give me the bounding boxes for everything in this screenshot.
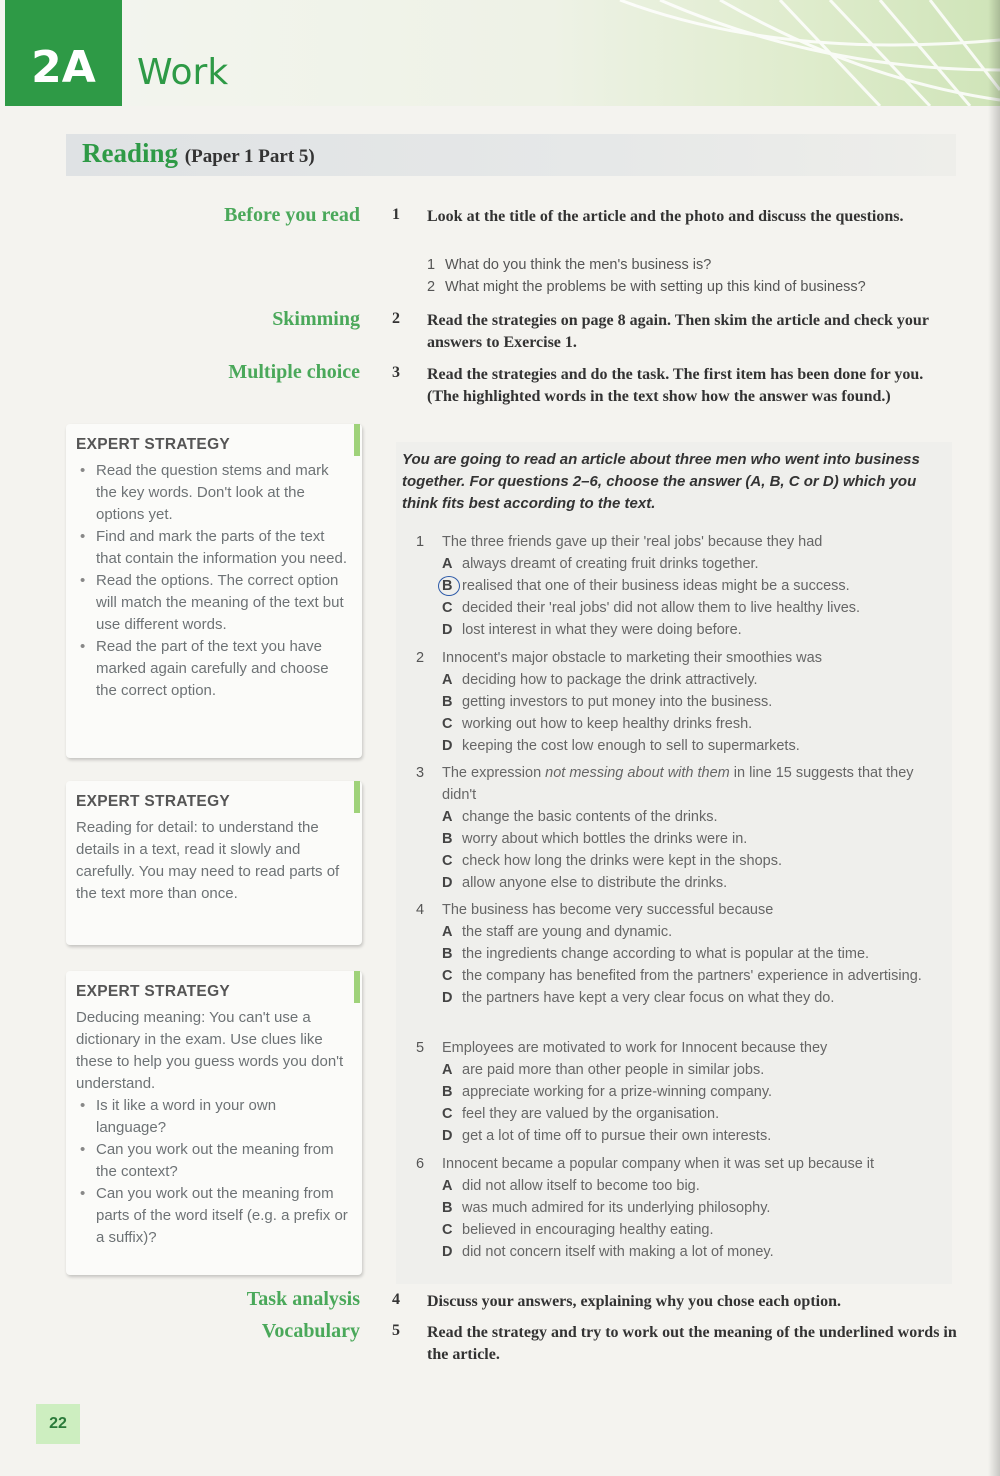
exercise-3-text: Read the strategies and do the task. The first item has been done for you. (The highlighted words in the text show how the answer was found.) — [427, 366, 924, 405]
option-letter: B — [442, 694, 453, 710]
expert-strategy-box-1 — [66, 424, 362, 758]
exercise-4-text: Discuss your answers, explaining why you chose each option. — [427, 1293, 841, 1310]
option-a[interactable] — [416, 669, 941, 691]
exercise-5-number: 5 — [392, 1322, 400, 1339]
option-text: are paid more than other people in similar jobs. — [462, 1062, 765, 1078]
option-letter: C — [442, 968, 453, 984]
question-1 — [416, 531, 941, 641]
option-text: allow anyone else to distribute the drinks. — [462, 875, 728, 891]
option-text: always dreamt of creating fruit drinks together. — [462, 556, 759, 572]
question-stem: Innocent became a popular company when it was set up because it — [442, 1156, 875, 1172]
strategy-title: EXPERT STRATEGY — [76, 793, 231, 810]
option-letter: A — [442, 924, 453, 940]
question-stem-expression: not messing about with them — [545, 765, 730, 781]
option-d[interactable] — [416, 1125, 941, 1147]
option-letter: D — [442, 990, 453, 1006]
strategy-text: Deducing meaning: You can't use a dictionary in the exam. Use clues like these to help you guess words you don't understand. — [76, 1009, 344, 1092]
question-number: 4 — [416, 902, 425, 918]
option-text: did not allow itself to become too big. — [462, 1178, 700, 1194]
option-text: keeping the cost low enough to sell to supermarkets. — [462, 738, 800, 754]
option-text: was much admired for its underlying philosophy. — [462, 1200, 771, 1216]
option-letter: D — [442, 1244, 453, 1260]
question-number: 2 — [416, 650, 425, 666]
unit-title: Work — [137, 52, 229, 93]
option-a[interactable] — [416, 806, 941, 828]
option-a[interactable] — [416, 1059, 941, 1081]
task-instructions: You are going to read an article about three men who went into business together. For questions 2–6, choose the answer (A, B, C or D) which you think fits best according to the text. — [402, 451, 920, 512]
option-d[interactable] — [416, 987, 941, 1009]
sub-question-text: What do you think the men's business is? — [445, 257, 712, 273]
question-5 — [416, 1037, 941, 1147]
option-letter: C — [442, 853, 453, 869]
section-subtitle: (Paper 1 Part 5) — [184, 146, 315, 167]
section-title-text: Reading — [82, 138, 179, 168]
option-a[interactable] — [416, 1175, 941, 1197]
option-text: the staff are young and dynamic. — [462, 924, 673, 940]
page-number: 22 — [36, 1404, 80, 1444]
option-b[interactable] — [416, 943, 941, 965]
option-text: did not concern itself with making a lot of money. — [462, 1244, 774, 1260]
option-letter: A — [442, 809, 453, 825]
expert-strategy-box-3 — [66, 971, 362, 1275]
option-text: worry about which bottles the drinks were in. — [462, 831, 748, 847]
option-letter: B — [442, 946, 453, 962]
question-stem: The business has become very successful because — [442, 902, 774, 918]
option-letter: B — [442, 578, 453, 594]
option-text: feel they are valued by the organisation. — [462, 1106, 720, 1122]
option-letter: B — [442, 831, 453, 847]
option-c[interactable] — [416, 1103, 941, 1125]
option-letter: D — [442, 738, 453, 754]
option-text: working out how to keep healthy drinks fresh. — [462, 716, 753, 732]
option-b[interactable] — [416, 575, 941, 597]
option-b[interactable] — [416, 1081, 941, 1103]
question-4 — [416, 899, 941, 1009]
strategy-bullet: • Read the question stems and mark the key words. Don't look at the options yet. — [76, 460, 350, 526]
question-stem: Innocent's major obstacle to marketing their smoothies was — [442, 650, 822, 666]
strategy-body: Reading for detail: to understand the details in a text, read it slowly and carefully. You may need to read parts of the text more than once. — [76, 819, 340, 902]
strategy-body — [76, 1007, 350, 1249]
exercise-5-text: Read the strategy and try to work out the meaning of the underlined words in the article. — [427, 1324, 957, 1363]
strategy-tab — [354, 971, 360, 1003]
page-edge-shadow — [988, 0, 1000, 1476]
sub-question-number: 2 — [427, 279, 436, 295]
option-text: realised that one of their business ideas might be a success. — [462, 578, 850, 594]
option-d[interactable] — [416, 1241, 941, 1263]
exercise-4-number: 4 — [392, 1291, 400, 1308]
option-letter: C — [442, 1106, 453, 1122]
option-letter: A — [442, 1062, 453, 1078]
exercise-2-number: 2 — [392, 310, 400, 327]
strategy-bullet: • Is it like a word in your own language? — [76, 1095, 350, 1139]
expert-strategy-box-2 — [66, 781, 362, 945]
option-a[interactable] — [416, 553, 941, 575]
question-number: 5 — [416, 1040, 425, 1056]
sub-question-number: 1 — [427, 257, 436, 273]
option-d[interactable] — [416, 735, 941, 757]
exercise-1-number: 1 — [392, 206, 400, 223]
strategy-title: EXPERT STRATEGY — [76, 436, 231, 453]
exercise-3-number: 3 — [392, 364, 400, 381]
question-stem-start: The expression — [442, 765, 542, 781]
question-number: 3 — [416, 765, 425, 781]
option-text: get a lot of time off to pursue their own interests. — [462, 1128, 772, 1144]
question-stem: Employees are motivated to work for Innocent because they — [442, 1040, 828, 1056]
option-letter: C — [442, 716, 453, 732]
strategy-bullet: • Can you work out the meaning from parts of the word itself (e.g. a prefix or a suffix)? — [76, 1183, 350, 1249]
option-c[interactable] — [416, 850, 941, 872]
option-text: change the basic contents of the drinks. — [462, 809, 718, 825]
label-task-analysis: Task analysis — [246, 1288, 360, 1310]
option-c[interactable] — [416, 713, 941, 735]
label-multiple-choice: Multiple choice — [228, 361, 360, 383]
option-b[interactable] — [416, 828, 941, 850]
option-text: lost interest in what they were doing before. — [462, 622, 742, 638]
section-title — [82, 138, 315, 169]
option-d[interactable] — [416, 872, 941, 894]
strategy-title: EXPERT STRATEGY — [76, 983, 231, 1000]
exercise-1-question-2 — [427, 276, 947, 298]
option-letter: A — [442, 556, 453, 572]
label-skimming: Skimming — [272, 308, 360, 330]
option-letter: A — [442, 1178, 453, 1194]
strategy-bullet: • Read the part of the text you have marked again carefully and choose the correct option. — [76, 636, 350, 702]
option-text: getting investors to put money into the business. — [462, 694, 773, 710]
option-b[interactable] — [416, 1197, 941, 1219]
strategy-bullet: • Find and mark the parts of the text that contain the information you need. — [76, 526, 350, 570]
question-number: 6 — [416, 1156, 425, 1172]
question-stem: The three friends gave up their 'real jobs' because they had — [442, 534, 823, 550]
question-stem-end: in line 15 suggests that they didn't — [442, 765, 914, 803]
option-a[interactable] — [416, 921, 941, 943]
option-text: believed in encouraging healthy eating. — [462, 1222, 714, 1238]
exercise-1-question-1 — [427, 254, 947, 276]
option-text: the ingredients change according to what is popular at the time. — [462, 946, 870, 962]
option-letter: D — [442, 622, 453, 638]
exercise-2-text: Read the strategies on page 8 again. Then skim the article and check your answers to Exercise 1. — [427, 312, 929, 351]
label-vocabulary: Vocabulary — [261, 1320, 360, 1342]
option-text: decided their 'real jobs' did not allow them to live healthy lives. — [462, 600, 861, 616]
unit-number: 2A — [5, 0, 122, 106]
exercise-1-text: Look at the title of the article and the photo and discuss the questions. — [427, 208, 904, 225]
option-c[interactable] — [416, 1219, 941, 1241]
option-b[interactable] — [416, 691, 941, 713]
question-6 — [416, 1153, 941, 1263]
question-number: 1 — [416, 534, 425, 550]
question-2 — [416, 647, 941, 757]
answer-circle-icon — [438, 576, 460, 596]
strategy-tab — [354, 781, 360, 813]
option-letter: D — [442, 875, 453, 891]
strategy-body — [76, 460, 350, 702]
option-text: check how long the drinks were kept in the shops. — [462, 853, 782, 869]
option-letter: D — [442, 1128, 453, 1144]
option-letter: B — [442, 1084, 453, 1100]
option-text: the company has benefited from the partners' experience in advertising. — [462, 968, 922, 984]
strategy-tab — [354, 424, 360, 456]
option-letter: B — [442, 1200, 453, 1216]
option-text: the partners have kept a very clear focus on what they do. — [462, 990, 835, 1006]
option-letter: C — [442, 600, 453, 616]
option-c[interactable] — [416, 597, 941, 619]
option-text: deciding how to package the drink attractively. — [462, 672, 758, 688]
strategy-bullet: • Can you work out the meaning from the context? — [76, 1139, 350, 1183]
option-letter: A — [442, 672, 453, 688]
decorative-lines-graphic — [580, 0, 1000, 106]
option-text: appreciate working for a prize-winning company. — [462, 1084, 773, 1100]
sub-question-text: What might the problems be with setting up this kind of business? — [445, 279, 866, 295]
question-3 — [416, 762, 941, 894]
option-letter: C — [442, 1222, 453, 1238]
strategy-bullet: • Read the options. The correct option will match the meaning of the text but use different words. — [76, 570, 350, 636]
option-d[interactable] — [416, 619, 941, 641]
option-c[interactable] — [416, 965, 941, 987]
label-before-you-read: Before you read — [224, 204, 360, 226]
